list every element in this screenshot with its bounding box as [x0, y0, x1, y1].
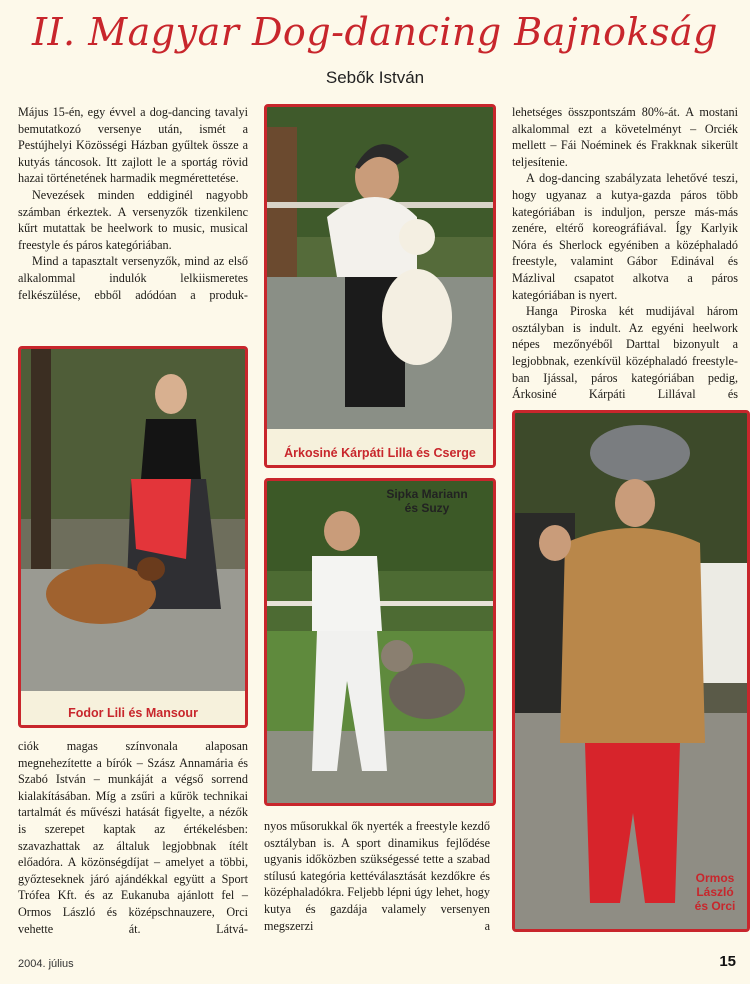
photo-fodor-mansour [18, 346, 248, 728]
text-column-1-bottom [18, 738, 248, 937]
paragraph: nyos műsorukkal ők nyerték a freestyle kezdő osztályban is. A sport dinamikus fejlődése ugyanis időközben szükségessé tette a szabad stílusú kategória kettéválasztását kezdőkre és középhaladókra. Feljebb lépni úgy lehet, hogy kutya és gazdája valamely versenyen megszerzi a [264, 819, 490, 933]
caption-line: és Orci [694, 899, 736, 913]
photo-caption [367, 487, 487, 515]
photo-arkosine-cserge [264, 104, 496, 468]
photo-sipka-suzy [264, 478, 496, 806]
caption-line: Ormos [695, 871, 735, 885]
photo-ormos-orci [512, 410, 750, 932]
paragraph: Május 15-én, egy évvel a dog-dancing tavalyi bemutatkozó versenye után, ismét a Pestújhelyi Közösségi Házban gyűltek össze a kutyás táncosok. Itt zajlott le a sportág rövid hazai történetének harmadik megmérettetése. [18, 105, 248, 186]
paragraph: lehetséges összpontszám 80%-át. A mostani alkalommal ezt a követelményt – Orciék mellett – Fái Noéminek és Frakknak sikerült teljesítenie. [512, 105, 738, 169]
paragraph: ciók magas színvonala alaposan megnehezítette a bírók – Szász Annamária és Szabó István – munkáját a végső sorrend kialakításában. Míg a zsűri a kűrök technikai tartalmát és művészi hatását figyelte, a nézők is szerepet kaptak az értékelésben: szavazhattak az általuk legjobbnak ítélt előadóra. A közönségdíjat – amelyet a többi, győzteseknek járó ajándékkal együtt a Sport Trófea Kft. és az Eukanuba ajánlott fel – Ormos László és középschnauzere, Orci vehette át. Látvá- [18, 739, 248, 936]
paragraph: Mind a tapasztalt versenyzők, mind az első alkalommal indulók lelkiismeretes felkészülése, ebből adódóan a produk- [18, 254, 248, 302]
caption-line: László [696, 885, 734, 899]
paragraph: Nevezések minden eddiginél nagyobb számban érkeztek. A versenyzők tizenkilenc kűrt mutattak be heelwork to music, musical freestyle és páros kategóriában. [18, 187, 248, 252]
text-column-1-top [18, 104, 248, 303]
caption-line: és Suzy [404, 501, 450, 515]
page-number: 15 [719, 953, 736, 970]
photo-caption: Fodor Lili és Mansour [21, 701, 245, 725]
photo-scene [515, 413, 747, 929]
paragraph: A dog-dancing szabályzata lehetővé teszi, hogy ugyanaz a kutya-gazda páros több kategóriában is induljon, persze más-más zenére, eltérő koreográfiával. Így Karlyik Nóra és Sherlock egyéniben a középhaladó freestyle, valamint Gábor Edinával és Mázlival csapatot alkotva a páros kategóriában is nyert. [512, 171, 738, 302]
paragraph: Hanga Piroska két mudijával három osztályban is indult. Az egyéni heelwork népes mezőnyéből Darttal bizonyult a legjobbnak, ezenkívül középhaladó freestyle-ban Ijással, páros kategóriában pedig, Árkosiné Kárpáti Lillával és [512, 304, 738, 402]
issue-date: 2004. július [18, 958, 74, 970]
article-title: II. Magyar Dog-dancing Bajnokság [32, 10, 718, 54]
photo-scene [267, 481, 493, 803]
text-column-3-top [512, 104, 738, 403]
article-author: Sebők István [325, 68, 425, 87]
caption-line: Sipka Mariann [386, 487, 468, 501]
photo-scene [21, 349, 245, 691]
text-column-2-bottom [264, 818, 490, 934]
photo-caption: Árkosiné Kárpáti Lilla és Cserge [267, 441, 493, 465]
photo-caption [685, 871, 745, 913]
photo-scene [267, 107, 493, 429]
